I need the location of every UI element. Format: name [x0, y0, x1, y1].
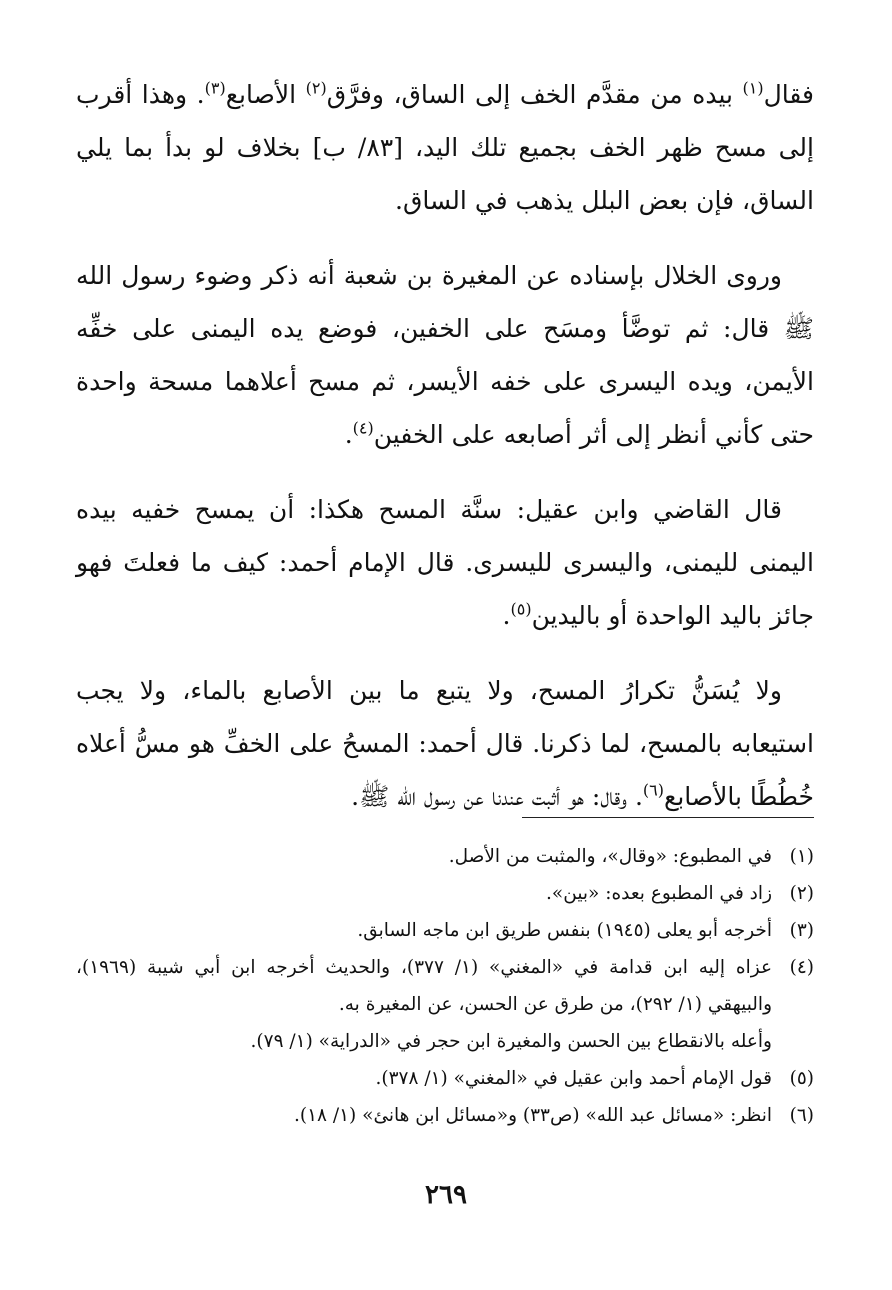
footnote-marker: (٦): [642, 780, 665, 800]
text-run: قال القاضي وابن عقيل: سنَّة المسح هكذا: أن يمسح خفيه بيده اليمنى لليمنى، واليسرى لليسرى. قال الإمام أحمد: كيف ما فعلتَ فهو جائز باليد الواحدة أو باليدين: [76, 495, 814, 630]
footnote-number: (٥): [789, 1068, 814, 1089]
text-run: الأصابع: [225, 80, 306, 109]
footnote-marker: (٥): [510, 599, 532, 619]
footnote-number: (٢): [789, 883, 814, 904]
text-run: بيده من مقدَّم الخف إلى الساق، وفرَّق: [326, 80, 743, 109]
footnote-number: (١): [789, 846, 814, 867]
paragraph: [76, 249, 814, 461]
paragraph: [76, 68, 814, 227]
text-run: . وهذا أقرب إلى مسح ظهر الخف بجميع تلك اليد، [٨٣/ ب] بخلاف لو بدأ بما يلي الساق، فإن بعض البلل يذهب في الساق.: [76, 80, 814, 215]
page-number: ٢٦٩: [425, 1180, 467, 1210]
footnote: [76, 912, 814, 949]
text-run: .: [344, 420, 353, 449]
main-text: [76, 68, 814, 845]
footnote: [76, 1023, 814, 1060]
footnote-text: عزاه إليه ابن قدامة في «المغني» (١/ ٣٧٧)، والحديث أخرجه ابن أبي شيبة (١٩٦٩)، والبيهقي (١/ ٢٩٢)، من طرق عن الحسن، عن المغيرة به.: [76, 957, 772, 1015]
footnote-text: انظر: «مسائل عبد الله» (ص٣٣) و«مسائل ابن هانئ» (١/ ١٨).: [293, 1105, 772, 1126]
text-run: .: [502, 601, 511, 630]
footnote-text: قول الإمام أحمد وابن عقيل في «المغني» (١/ ٣٧٨).: [375, 1068, 772, 1089]
footnote-separator: [522, 817, 814, 818]
footnote: [76, 1097, 814, 1134]
footnote-number: (٣): [789, 920, 814, 941]
footnote: [76, 1060, 814, 1097]
paragraph: [76, 483, 814, 642]
footnote-text: زاد في المطبوع بعده: «بين».: [546, 883, 772, 904]
paragraph: [76, 664, 814, 823]
footnote-number: (٤): [789, 957, 814, 978]
footnote-marker: (٤): [352, 418, 374, 438]
text-run: فقال: [763, 80, 815, 109]
footnote: [76, 838, 814, 875]
footnote: [76, 875, 814, 912]
footnote-number: (٦): [789, 1105, 814, 1126]
text-run: . وقال: هو أثبت عندنا عن رسول الله ﷺ.: [351, 782, 643, 811]
footnote-marker: (١): [742, 78, 764, 98]
footnote: [76, 949, 814, 1023]
footnote-marker: (٢): [305, 78, 327, 98]
footnotes: [76, 838, 814, 1134]
footnote-marker: (٣): [204, 78, 226, 98]
text-run: ولا يُسَنُّ تكرارُ المسح، ولا يتبع ما بين الأصابع بالماء، ولا يجب استيعابه بالمسح، لما ذكرنا. قال أحمد: المسحُ على الخفِّ هو مسُّ أعلاه خُطُطًا بالأصابع: [76, 676, 814, 811]
footnote-text: أخرجه أبو يعلى (١٩٤٥) بنفس طريق ابن ماجه السابق.: [357, 920, 772, 941]
text-run: وروى الخلال بإسناده عن المغيرة بن شعبة أنه ذكر وضوء رسول الله ﷺ قال: ثم توضَّأ ومسَح على الخفين، فوضع يده اليمنى على خفِّه الأيمن، ويده اليسرى على خفه الأيسر، ثم مسح أعلاهما مسحة واحدة حتى كأني أنظر إلى أثر أصابعه على الخفين: [76, 261, 814, 449]
footnote-text: وأعله بالانقطاع بين الحسن والمغيرة ابن حجر في «الدراية» (١/ ٧٩).: [250, 1031, 772, 1052]
footnote-text: في المطبوع: «وقال»، والمثبت من الأصل.: [448, 846, 772, 867]
